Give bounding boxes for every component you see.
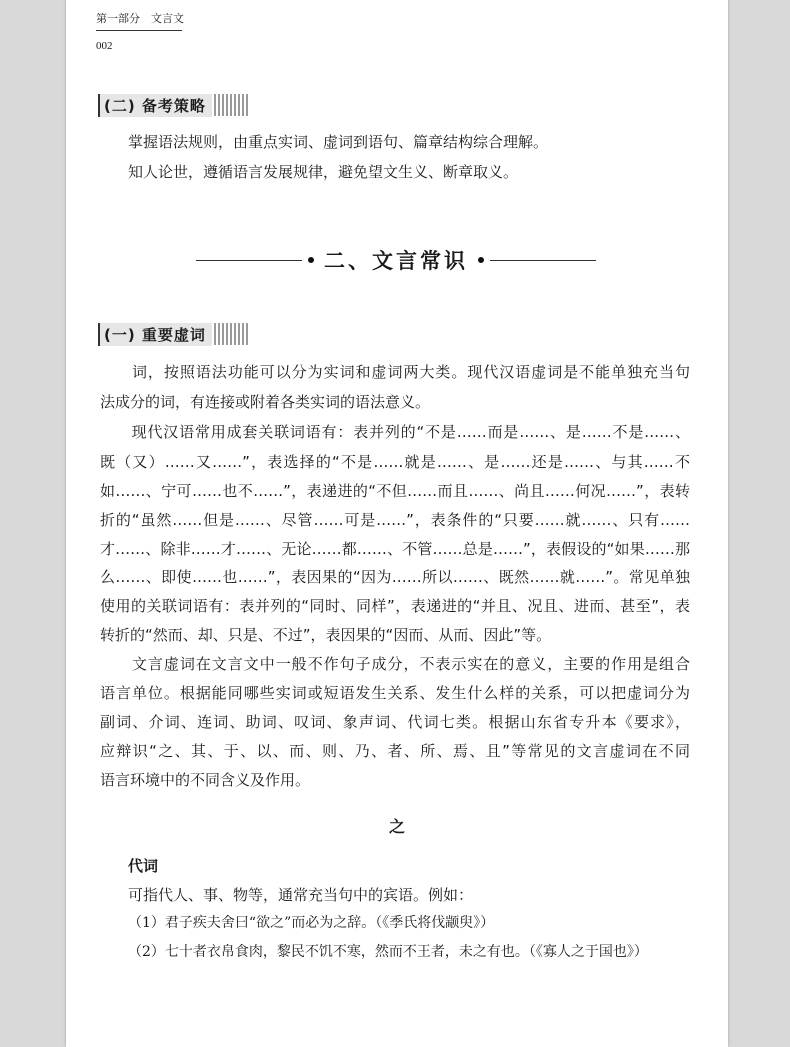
paragraph-line: 么……、即使……也……”，表因果的“因为……所以……、既然……就……”。常见单独 (100, 568, 690, 586)
paragraph-line: 既（又）……又……”，表选择的“不是……就是……、是……还是……、与其……不 (100, 453, 690, 471)
stripe-decoration (214, 94, 248, 116)
paragraph-line: 使用的关联词语有：表并列的“同时、同样”，表递进的“并且、况且、进而、甚至”，表 (100, 597, 690, 615)
entry-description: 可指代人、事、物等，通常充当句中的宾语。例如： (128, 886, 474, 904)
entry-character: 之 (388, 817, 405, 836)
entry-subtitle: 代词 (128, 857, 159, 875)
major-heading (196, 246, 596, 274)
paragraph-line: 才……、除非……才……、无论……都……、不管……总是……”，表假设的“如果……那 (100, 540, 690, 558)
heading-rule-right (490, 260, 596, 261)
section-label: (一) 重要虚词 (98, 323, 212, 346)
heading-dot-left (308, 257, 314, 263)
paragraph-line: 转折的“然而、却、只是、不过”，表因果的“因而、从而、因此”等。 (100, 626, 552, 644)
paragraph-line: 折的“虽然……但是……、尽管……可是……”，表条件的“只要……就……、只有…… (100, 511, 690, 529)
paragraph-line: 语言环境中的不同含义及作用。 (100, 771, 311, 789)
example-2: （2）七十者衣帛食肉，黎民不饥不寒，然而不王者，未之有也。（《寡人之于国也》） (128, 944, 648, 960)
page-number: 002 (96, 40, 113, 52)
paragraph-line: 现代汉语常用成套关联词语有：表并列的“不是……而是……、是……不是……、 (100, 423, 690, 441)
heading-dot-right (478, 257, 484, 263)
section-heading-strategy (98, 94, 248, 116)
section-heading-function-words (98, 323, 248, 345)
stripe-decoration (214, 323, 248, 345)
book-page (66, 0, 728, 1047)
running-head: 第一部分 文言文 (96, 10, 182, 31)
paragraph-line: 如……、宁可……也不……”，表递进的“不但……而且……、尚且……何况……”，表转 (100, 482, 690, 500)
paragraph-line: 法成分的词，有连接或附着各类实词的语法意义。 (100, 393, 431, 411)
section-label: (二) 备考策略 (98, 94, 212, 117)
major-heading-text: 二、文言常识 (324, 249, 468, 273)
example-1: （1）君子疾夫舍曰“欲之”而必为之辞。（《季氏将伐颛臾》） (128, 915, 495, 931)
strategy-line-2: 知人论世，遵循语言发展规律，避免望文生义、断章取义。 (128, 163, 519, 181)
paragraph-line: 语言单位。根据能同哪些实词或短语发生关系、发生什么样的关系，可以把虚词分为 (100, 684, 690, 702)
paragraph-line: 副词、介词、连词、助词、叹词、象声词、代词七类。根据山东省专升本《要求》， (100, 713, 690, 731)
paragraph-line: 应辩识“之、其、于、以、而、则、乃、者、所、焉、且”等常见的文言虚词在不同 (100, 742, 690, 760)
strategy-line-1: 掌握语法规则，由重点实词、虚词到语句、篇章结构综合理解。 (128, 133, 549, 151)
paragraph-line: 文言虚词在文言文中一般不作句子成分，不表示实在的意义，主要的作用是组合 (100, 655, 690, 673)
heading-rule-left (196, 260, 302, 261)
paragraph-line: 词，按照语法功能可以分为实词和虚词两大类。现代汉语虚词是不能单独充当句 (100, 363, 690, 381)
